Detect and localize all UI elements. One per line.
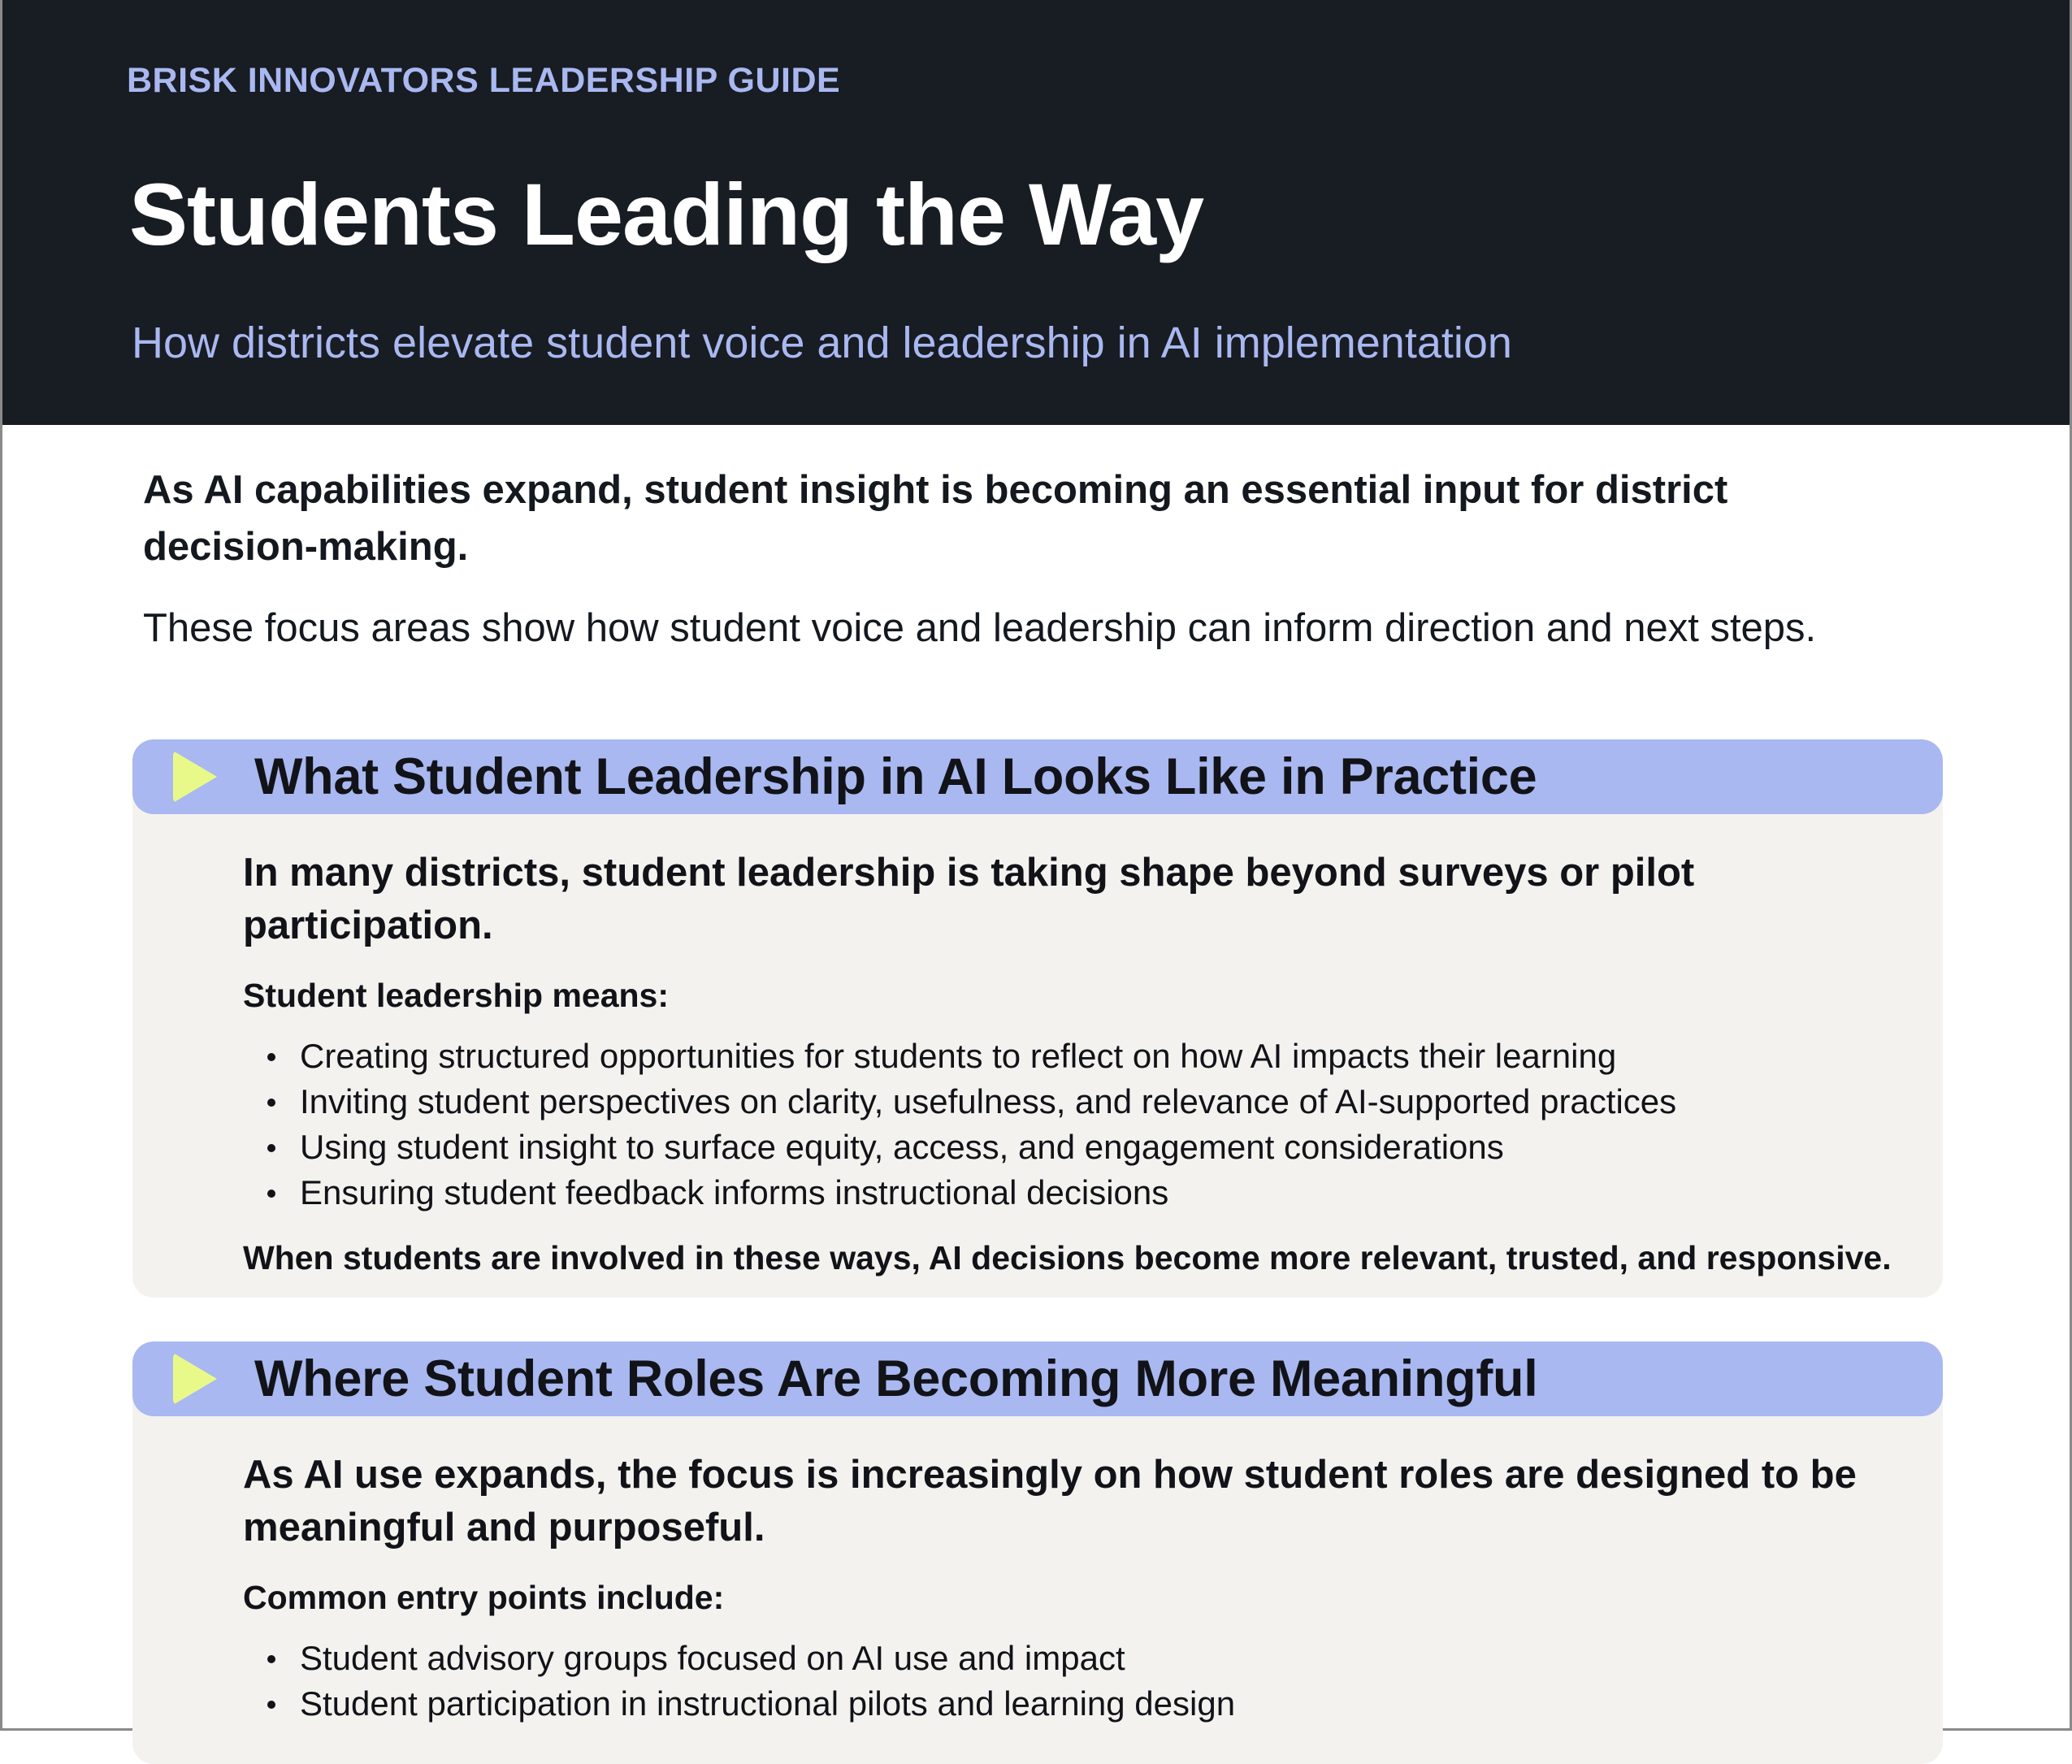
list-label: Student leadership means: [243, 977, 670, 1014]
section-student-leadership-practice [132, 739, 1943, 1298]
list-item: Student participation in instructional pilots and learning design [300, 1681, 1910, 1727]
bullet-list [243, 1636, 1910, 1727]
page-subtitle: How districts elevate student voice and leadership in AI implementation [132, 319, 1512, 367]
section-student-roles [132, 1341, 1943, 1764]
section-lead: As AI use expands, the focus is increasingly on how student roles are designed to be meaningful and purposeful. [243, 1453, 1857, 1549]
section-closing: When students are involved in these ways, AI decisions become more relevant, trusted, and responsive. [243, 1239, 1892, 1276]
guide-eyebrow: BRISK INNOVATORS LEADERSHIP GUIDE [127, 61, 841, 100]
list-item: Using student insight to surface equity, access, and engagement considerations [300, 1125, 1910, 1170]
intro-lead: As AI capabilities expand, student insight is becoming an essential input for district decision-making. [143, 468, 1728, 569]
list-item: Ensuring student feedback informs instructional decisions [300, 1170, 1910, 1216]
list-label: Common entry points include: [243, 1579, 725, 1616]
page-title: Students Leading the Way [129, 165, 1204, 263]
section-body [132, 847, 1943, 1279]
play-triangle-icon [173, 751, 217, 803]
list-item: Student advisory groups focused on AI use and impact [300, 1636, 1910, 1681]
section-header [132, 1341, 1943, 1416]
intro-text: These focus areas show how student voice and leadership can inform direction and next steps. [143, 606, 1817, 650]
bullet-list [243, 1034, 1910, 1216]
page-header [2, 0, 2070, 425]
play-triangle-icon [173, 1353, 217, 1405]
section-title: What Student Leadership in AI Looks Like in Practice [254, 748, 1537, 805]
section-title: Where Student Roles Are Becoming More Meaningful [254, 1350, 1538, 1407]
section-lead: In many districts, student leadership is taking shape beyond surveys or pilot participation. [243, 851, 1695, 947]
section-header [132, 739, 1943, 814]
list-item: Creating structured opportunities for students to reflect on how AI impacts their learning [300, 1034, 1910, 1079]
list-item: Inviting student perspectives on clarity, usefulness, and relevance of AI-supported practices [300, 1079, 1910, 1125]
section-body [132, 1449, 1943, 1727]
